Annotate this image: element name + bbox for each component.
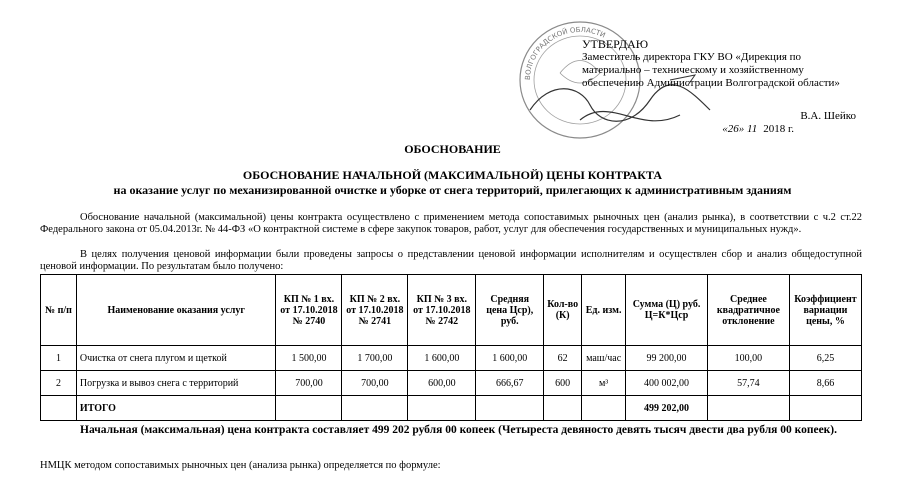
- price-table: [40, 274, 862, 421]
- table-cell: 99 200,00: [626, 346, 708, 371]
- column-header: КП № 1 вх. от 17.10.2018 № 2740: [276, 275, 342, 346]
- table-cell: маш/час: [582, 346, 626, 371]
- table-row: [41, 346, 862, 371]
- table-cell: [342, 396, 408, 421]
- table-cell: Погрузка и вывоз снега с территорий: [76, 371, 276, 396]
- table-cell: 1 500,00: [276, 346, 342, 371]
- approval-date: [582, 123, 882, 136]
- column-header: КП № 3 вх. от 17.10.2018 № 2742: [408, 275, 476, 346]
- approval-signatory: В.А. Шейко: [800, 110, 856, 122]
- approval-year: 2018 г.: [763, 123, 794, 135]
- table-cell: 1 600,00: [408, 346, 476, 371]
- table-cell: [544, 396, 582, 421]
- table-cell: 1: [41, 346, 77, 371]
- subheading-line: ОБОСНОВАНИЕ НАЧАЛЬНОЙ (МАКСИМАЛЬНОЙ) ЦЕНЫ КОНТРАКТА: [242, 168, 663, 182]
- table-cell: 2: [41, 371, 77, 396]
- approval-block: [582, 38, 882, 136]
- table-row: [41, 371, 862, 396]
- table-cell: 700,00: [342, 371, 408, 396]
- approval-line: материально – техническому и хозяйственному: [582, 64, 804, 76]
- column-header: Средняя цена Цср), руб.: [476, 275, 544, 346]
- table-cell: 62: [544, 346, 582, 371]
- column-header: Сумма (Ц) руб. Ц=К*Цср: [626, 275, 708, 346]
- table-cell: 6,25: [789, 346, 861, 371]
- total-label: ИТОГО: [76, 396, 276, 421]
- column-header: Коэффициент вариации цены, %: [789, 275, 861, 346]
- subheading-line: на оказание услуг по механизированной очистке и уборке от снега территорий, прилегающих к административным зданиям: [113, 183, 792, 197]
- table-cell: 700,00: [276, 371, 342, 396]
- table-cell: [707, 396, 789, 421]
- approval-line: обеспечению Администрации Волгоградской области»: [582, 77, 840, 89]
- table-cell: 1 700,00: [342, 346, 408, 371]
- table-cell: [276, 396, 342, 421]
- approval-handwritten-date: «26» 11: [722, 123, 758, 135]
- table-cell: 1 600,00: [476, 346, 544, 371]
- stamp-text: ВОЛГОГРАДСКОЙ ОБЛАСТИ: [523, 25, 607, 81]
- table-cell: 57,74: [707, 371, 789, 396]
- document-subheading: [0, 168, 905, 198]
- formula-intro: НМЦК методом сопоставимых рыночных цен (анализа рынка) определяется по формуле:: [40, 460, 441, 471]
- table-cell: [476, 396, 544, 421]
- total-price-statement: Начальная (максимальная) цена контракта составляет 499 202 рубля 00 копеек (Четыреста девяносто девять тысяч двести два рубля 00 копеек).: [80, 424, 838, 436]
- column-header: КП № 2 вх. от 17.10.2018 № 2741: [342, 275, 408, 346]
- table-cell: 666,67: [476, 371, 544, 396]
- table-header-row: [41, 275, 862, 346]
- table-cell: 400 002,00: [626, 371, 708, 396]
- table-cell: [789, 396, 861, 421]
- paragraph-requests: В целях получения ценовой информации были проведены запросы о представлении ценовой информации исполнителям и осуществлен сбор и анализ общедоступной ценовой информации. По результатам было получено:: [40, 249, 862, 272]
- total-sum: 499 202,00: [626, 396, 708, 421]
- paragraph-method: Обоснование начальной (максимальной) цены контракта осуществлено с применением метода сопоставимых рыночных цен (анализ рынка), в соответствии с ч.2 ст.22 Федерального закона от 05.04.2013г. № 44-ФЗ «О контрактной системе в сфере закупок товаров, работ, услуг для обеспечения государственных и муниципальных нужд».: [40, 212, 862, 235]
- table-total-row: [41, 396, 862, 421]
- column-header: Среднее квадратичное отклонение: [707, 275, 789, 346]
- column-header: № п/п: [41, 275, 77, 346]
- table-cell: Очистка от снега плугом и щеткой: [76, 346, 276, 371]
- approval-title: УТВЕРДАЮ: [582, 37, 649, 51]
- table-cell: 8,66: [789, 371, 861, 396]
- table-cell: 100,00: [707, 346, 789, 371]
- column-header: Кол-во (К): [544, 275, 582, 346]
- table-cell: [408, 396, 476, 421]
- approval-line: Заместитель директора ГКУ ВО «Дирекция по: [582, 51, 802, 63]
- table-cell: 600: [544, 371, 582, 396]
- document-heading: ОБОСНОВАНИЕ: [404, 142, 501, 156]
- table-cell: [582, 396, 626, 421]
- column-header: Ед. изм.: [582, 275, 626, 346]
- table-cell: 600,00: [408, 371, 476, 396]
- table-cell: м³: [582, 371, 626, 396]
- table-cell: [41, 396, 77, 421]
- column-header: Наименование оказания услуг: [76, 275, 276, 346]
